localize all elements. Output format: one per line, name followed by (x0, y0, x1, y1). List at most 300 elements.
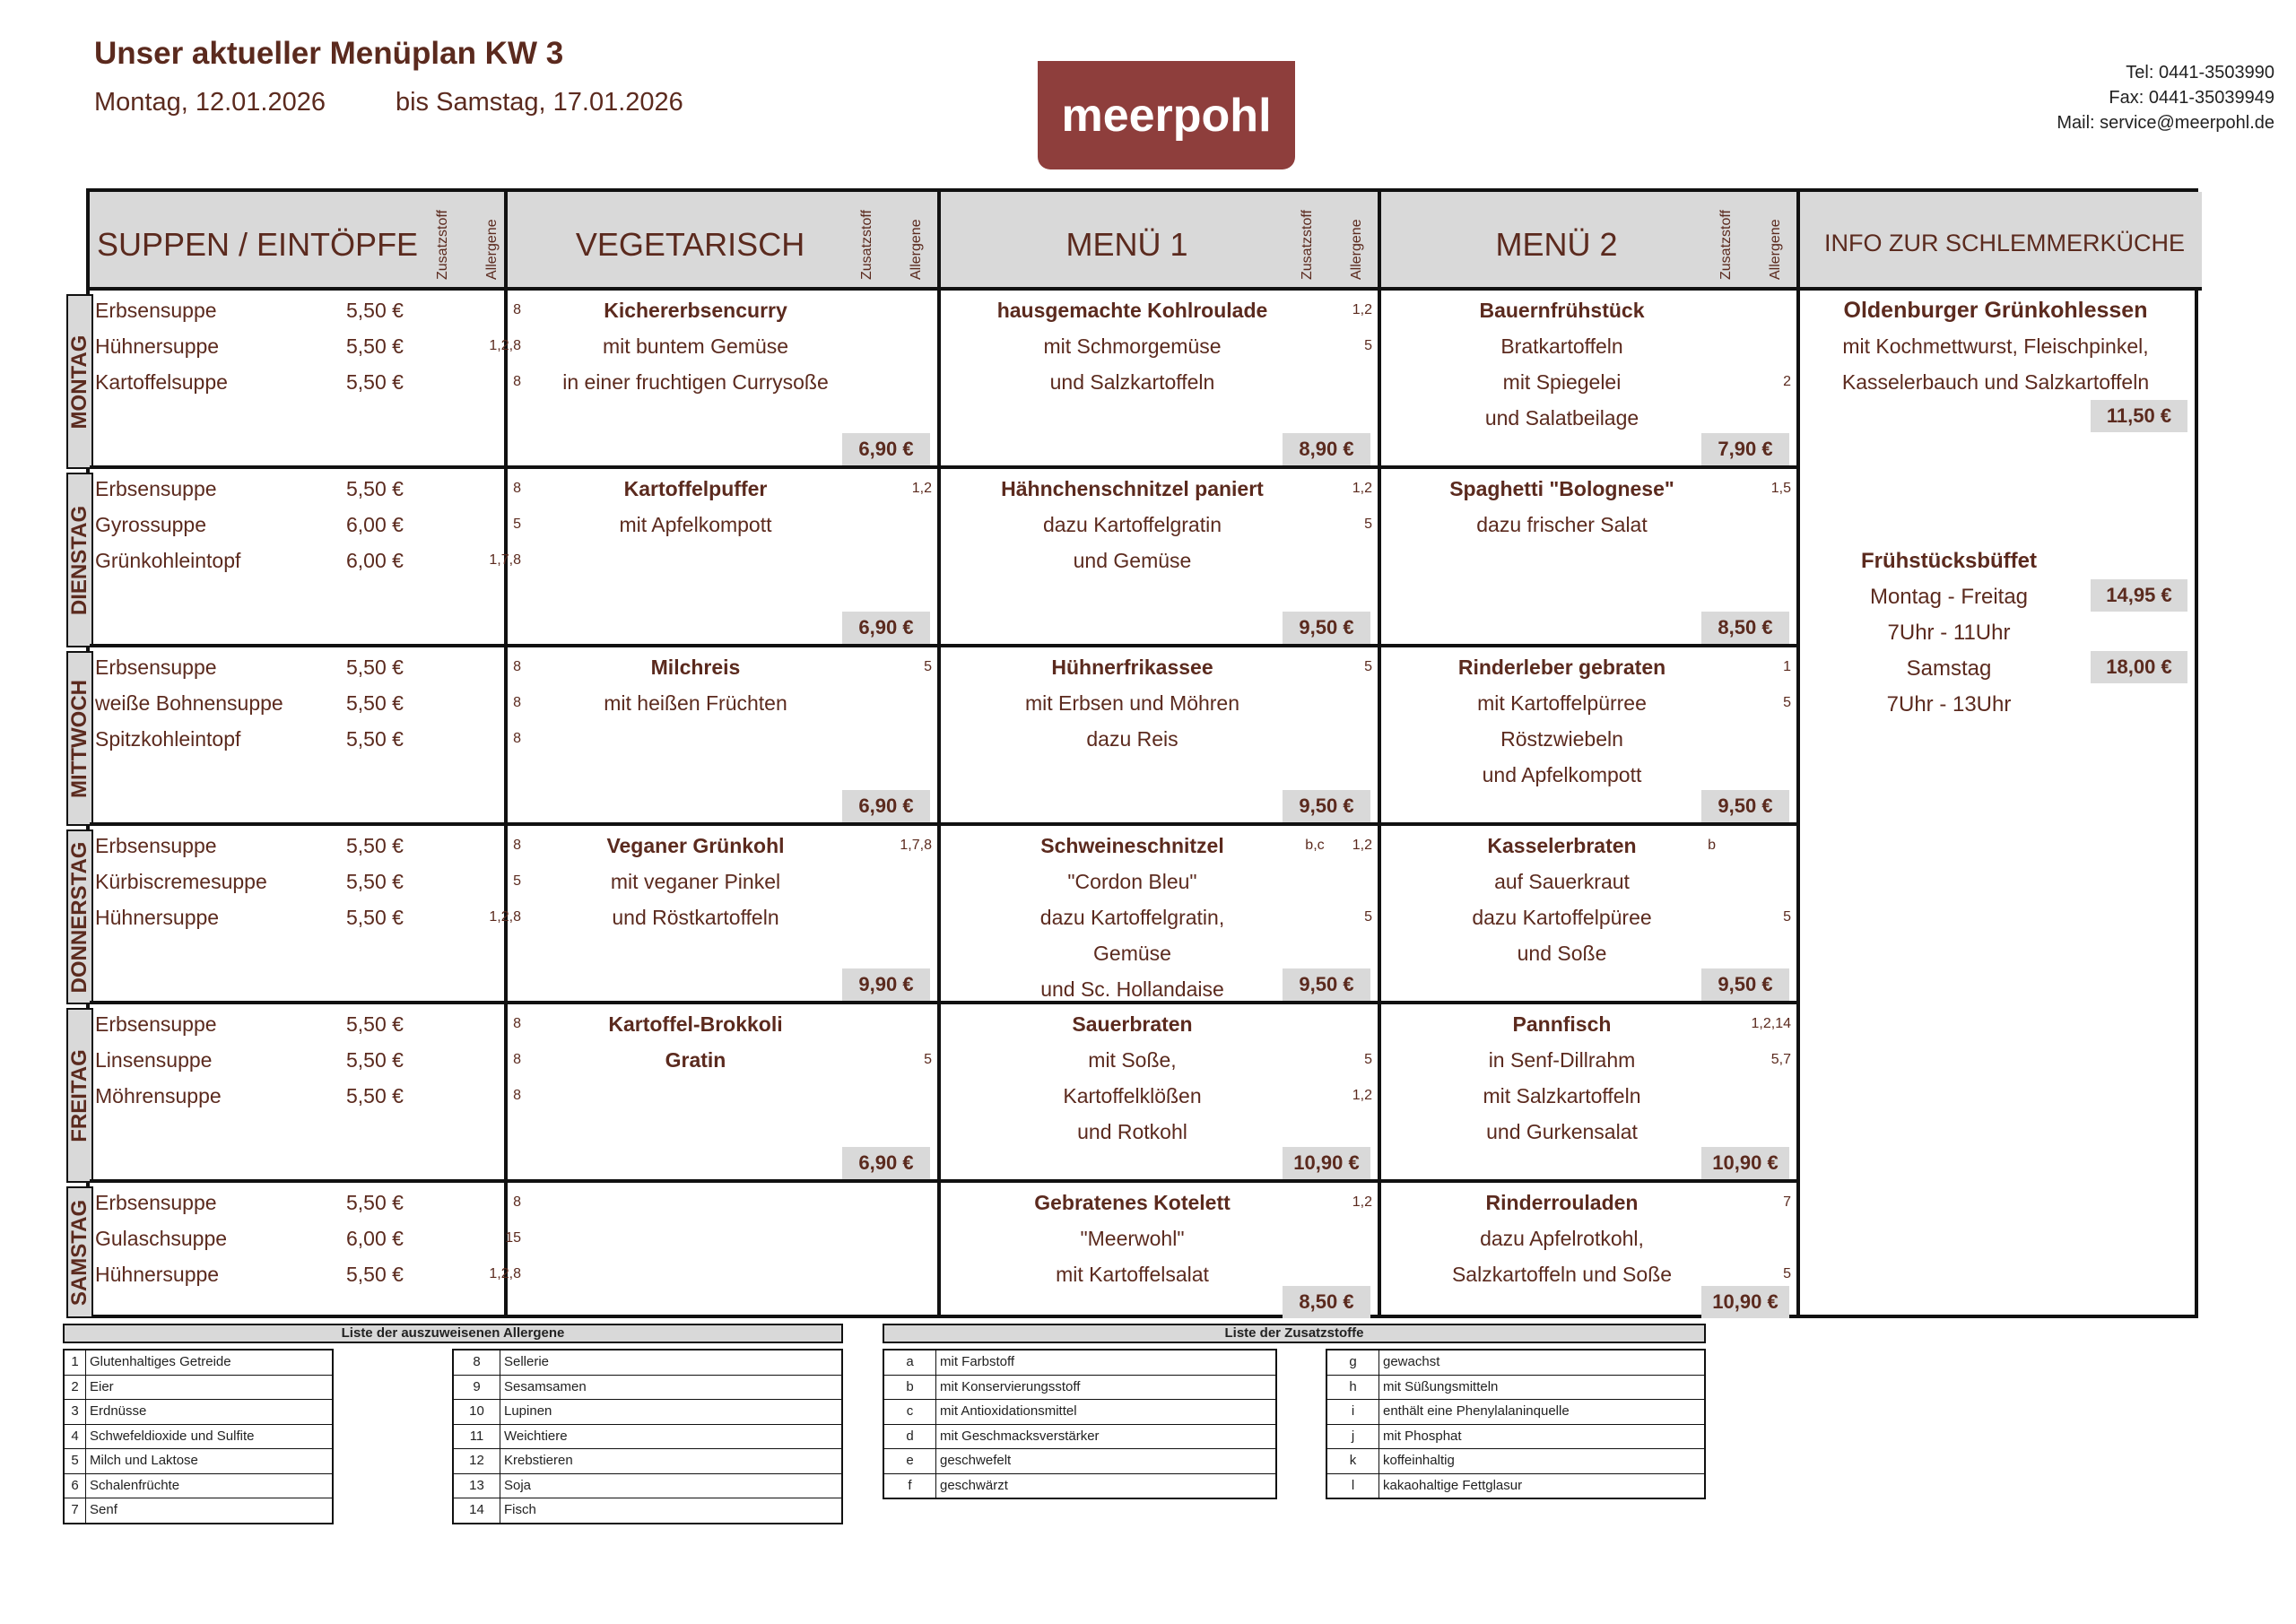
legend-row (454, 1400, 841, 1425)
legend-code: 12 (454, 1449, 500, 1473)
dish-price: 10,90 € (1701, 1147, 1789, 1179)
legend-code: d (884, 1425, 936, 1449)
dish-price: 7,90 € (1701, 433, 1789, 465)
menu2-cell (1381, 647, 1800, 822)
vegetarian-cell (508, 1004, 941, 1179)
column-title-info: INFO ZUR SCHLEMMERKÜCHE (1823, 230, 2186, 256)
soup-name: Erbsensuppe (95, 834, 217, 857)
legend-code: g (1327, 1350, 1379, 1375)
legend-text: enthält eine Phenylalaninquelle (1383, 1403, 1570, 1419)
dish-description-line: und Apfelkompott (1482, 763, 1642, 786)
legend-row (1327, 1449, 1704, 1474)
dish-allergen-note: 1,7,8 (900, 838, 932, 853)
dish-price: 6,90 € (842, 433, 930, 465)
column-title-menu1: MENÜ 1 (1065, 226, 1188, 263)
legend-row (65, 1498, 332, 1524)
legend-row (1327, 1474, 1704, 1499)
dish-description-line: mit Apfelkompott (619, 513, 772, 536)
date-range (94, 88, 683, 117)
soup-item (95, 687, 521, 719)
dish-description-line: dazu Kartoffelgratin, (1039, 906, 1225, 929)
dish-price: 9,50 € (1283, 612, 1370, 644)
soup-item (95, 865, 521, 898)
legend-code: 14 (454, 1498, 500, 1524)
dish-description-line: Röstzwiebeln (1500, 727, 1623, 751)
legend-text: Schalenfrüchte (90, 1477, 180, 1493)
dish-price: 9,90 € (842, 968, 930, 1001)
info-oldenburg-line1: mit Kochmettwurst, Fleischpinkel, (1842, 334, 2149, 358)
dish-description-line: mit Schmorgemüse (1043, 334, 1222, 358)
legend-text: geschwärzt (940, 1477, 1008, 1493)
legend-text: geschwefelt (940, 1453, 1012, 1468)
dish-title: Gebratenes Kotelett (1034, 1191, 1231, 1214)
contact-mail: Mail: service@meerpohl.de (2057, 113, 2274, 133)
dish-allergen-note: 1,2 (1352, 302, 1372, 317)
legend-code: h (1327, 1376, 1379, 1400)
dish-title: Sauerbraten (1072, 1012, 1193, 1036)
info-breakfast-saturday-time: 7Uhr - 13Uhr (1886, 692, 2012, 716)
dish-title: Bauernfrühstück (1479, 299, 1645, 322)
dish-description-line: und Rotkohl (1077, 1120, 1187, 1143)
dish-allergen-note: 1,2 (911, 481, 932, 496)
info-oldenburg-price: 11,50 € (2091, 400, 2187, 432)
legend-code: 1 (65, 1350, 86, 1375)
info-breakfast-weekday-price: 14,95 € (2091, 579, 2187, 612)
dish-price: 10,90 € (1701, 1286, 1789, 1318)
allergene-label: Allergene (1349, 219, 1364, 280)
dish-title: Veganer Grünkohl (606, 834, 785, 857)
legend-text: Eier (90, 1378, 114, 1394)
soup-price: 6,00 € (346, 549, 404, 572)
soup-cell (90, 469, 521, 644)
date-from: Montag, 12.01.2026 (94, 88, 326, 117)
soup-name: Spitzkohleintopf (95, 727, 241, 751)
dish-allergen-note: 5 (1783, 695, 1791, 710)
soup-item (95, 1222, 521, 1255)
menu2-cell (1381, 1004, 1800, 1179)
soup-price: 5,50 € (346, 477, 404, 500)
menu2-cell (1381, 291, 1800, 465)
day-row (90, 291, 1800, 469)
legend-row (454, 1376, 841, 1401)
legend-code: 6 (65, 1474, 86, 1498)
soup-allergens: 8 (513, 1194, 521, 1210)
soup-item (95, 1258, 521, 1290)
dish-allergen-note: 5 (1783, 909, 1791, 925)
dish-price: 8,50 € (1701, 612, 1789, 644)
soup-allergens: 1,2,8 (489, 909, 521, 925)
dish-title: Hähnchenschnitzel paniert (1001, 477, 1264, 500)
zusatzstoff-label: Zusatzstoff (1300, 210, 1315, 280)
column-header-menu1 (941, 192, 1381, 291)
soup-allergens: 8 (513, 838, 521, 853)
legend-code: 11 (454, 1425, 500, 1449)
soup-allergens: 8 (513, 1052, 521, 1067)
dish-allergen-note: b,c 1,2 (1305, 838, 1372, 853)
dish-description-line: dazu Apfelrotkohl, (1480, 1227, 1644, 1250)
dish-allergen-note: 1,2,14 (1751, 1016, 1791, 1031)
dish-description-line: und Gurkensalat (1486, 1120, 1638, 1143)
menu1-cell (941, 291, 1381, 465)
soup-item (95, 294, 521, 326)
dish-title: Spaghetti "Bolognese" (1449, 477, 1674, 500)
info-breakfast-title: Frühstücksbüffet (1860, 549, 2037, 573)
soup-item (95, 1044, 521, 1076)
dish-allergen-note: 2 (1783, 374, 1791, 389)
legend-row (884, 1376, 1275, 1401)
legend-text: Sellerie (504, 1354, 550, 1369)
legend-code: f (884, 1474, 936, 1499)
info-oldenburg-title: Oldenburger Grünkohlessen (1843, 298, 2148, 323)
soup-price: 5,50 € (346, 1263, 404, 1286)
legend-row (454, 1474, 841, 1499)
soup-price: 5,50 € (346, 299, 404, 322)
soup-price: 5,50 € (346, 1012, 404, 1036)
dish-price: 8,90 € (1283, 433, 1370, 465)
legend-text: Soja (504, 1477, 532, 1493)
legend-text: Senf (90, 1502, 117, 1517)
soup-item (95, 366, 521, 398)
legend-text: Krebstieren (504, 1453, 573, 1468)
additive-list-left (883, 1349, 1277, 1499)
allergen-list-right (452, 1349, 843, 1524)
dish-allergen-note: 7 (1783, 1194, 1791, 1210)
allergene-label: Allergene (909, 219, 924, 280)
dish-description-line: und Sc. Hollandaise (1040, 977, 1224, 1001)
legend-text: Lupinen (504, 1403, 552, 1419)
soup-name: Grünkohleintopf (95, 549, 241, 572)
legend-code: 5 (65, 1449, 86, 1473)
zusatzstoff-label: Zusatzstoff (435, 210, 450, 280)
menu1-cell (941, 1183, 1381, 1318)
day-name: DONNERSTAG (67, 841, 91, 993)
legend-row (65, 1400, 332, 1425)
legend-text: mit Farbstoff (940, 1354, 1015, 1369)
column-title-soup: SUPPEN / EINTÖPFE (97, 226, 419, 263)
info-oldenburg-line2: Kasselerbauch und Salzkartoffeln (1841, 370, 2150, 394)
dish-title: Milchreis (650, 656, 741, 679)
contact-tel: Tel: 0441-3503990 (2126, 63, 2274, 83)
legend-code: i (1327, 1400, 1379, 1424)
legend-code: 9 (454, 1376, 500, 1400)
soup-allergens: 8 (513, 302, 521, 317)
dish-description-line: und Soße (1517, 942, 1607, 965)
soup-price: 5,50 € (346, 1048, 404, 1072)
dish-price: 6,90 € (842, 1147, 930, 1179)
menu1-cell (941, 469, 1381, 644)
legend-row (454, 1425, 841, 1450)
legend-text: mit Konservierungsstoff (940, 1378, 1081, 1394)
dish-allergen-note: 1,2 (1352, 1088, 1372, 1103)
legend-row (65, 1425, 332, 1450)
soup-cell (90, 826, 521, 1001)
dish-allergen-note: b (1708, 838, 1716, 853)
legend-row (884, 1350, 1275, 1376)
day-row (90, 1183, 1800, 1318)
soup-cell (90, 1004, 521, 1179)
soup-item (95, 1008, 521, 1040)
column-header-soup (90, 192, 508, 291)
allergen-list-title: Liste der auszuweisenen Allergene (63, 1324, 843, 1343)
soup-cell (90, 1183, 521, 1318)
soup-item (95, 723, 521, 755)
dish-description-line: Bratkartoffeln (1500, 334, 1623, 358)
day-name: MITTWOCH (67, 679, 91, 798)
legend-row (884, 1400, 1275, 1425)
legend-row (884, 1474, 1275, 1499)
dish-price: 9,50 € (1701, 790, 1789, 822)
soup-allergens: 1,7,8 (489, 552, 521, 568)
menu1-cell (941, 647, 1381, 822)
dish-description-line: mit Salzkartoffeln (1483, 1084, 1641, 1107)
legend-row (1327, 1376, 1704, 1401)
zusatzstoff-label: Zusatzstoff (859, 210, 874, 280)
dish-allergen-note: 1 (1783, 659, 1791, 674)
dish-title: Hühnerfrikassee (1051, 656, 1213, 679)
soup-name: Möhrensuppe (95, 1084, 222, 1107)
soup-allergens: 8 (513, 1088, 521, 1103)
soup-cell (90, 291, 521, 465)
dish-allergen-note: 5 (1364, 1052, 1372, 1067)
column-header-veg (508, 192, 941, 291)
column-title-menu2: MENÜ 2 (1495, 226, 1618, 263)
menu2-cell (1381, 469, 1800, 644)
legend-row (454, 1350, 841, 1376)
dish-allergen-note: 5 (924, 1052, 932, 1067)
soup-item (95, 508, 521, 541)
legend-code: l (1327, 1474, 1379, 1499)
soup-price: 5,50 € (346, 370, 404, 394)
legend-text: mit Geschmacksverstärker (940, 1428, 1100, 1444)
soup-price: 5,50 € (346, 1084, 404, 1107)
soup-allergens: 8 (513, 374, 521, 389)
legend-row (1327, 1425, 1704, 1450)
soup-name: Hühnersuppe (95, 1263, 220, 1286)
legend-text: kakaohaltige Fettglasur (1383, 1477, 1523, 1493)
soup-price: 5,50 € (346, 656, 404, 679)
vegetarian-cell (508, 647, 941, 822)
dish-description-line: Kartoffelklößen (1063, 1084, 1202, 1107)
dish-description-line: mit Kartoffelsalat (1056, 1263, 1209, 1286)
dish-description-line: dazu frischer Salat (1476, 513, 1648, 536)
legend-row (65, 1449, 332, 1474)
legend-text: Sesamsamen (504, 1378, 587, 1394)
date-to: bis Samstag, 17.01.2026 (395, 88, 683, 117)
soup-name: Erbsensuppe (95, 1191, 217, 1214)
dish-description-line: "Cordon Bleu" (1067, 870, 1197, 893)
soup-item (95, 1186, 521, 1219)
legend-code: 7 (65, 1498, 86, 1524)
menu2-cell (1381, 1183, 1800, 1318)
legend-code: 3 (65, 1400, 86, 1424)
legend-row (65, 1474, 332, 1499)
legend-row (884, 1449, 1275, 1474)
legend-row (884, 1425, 1275, 1450)
soup-price: 5,50 € (346, 834, 404, 857)
soup-allergens: 5 (513, 517, 521, 532)
legend-text: Schwefeldioxide und Sulfite (90, 1428, 255, 1444)
legend-text: Erdnüsse (90, 1403, 147, 1419)
soup-price: 5,50 € (346, 691, 404, 715)
dish-title: Kartoffelpuffer (623, 477, 768, 500)
dish-title: Pannfisch (1512, 1012, 1612, 1036)
soup-name: Kartoffelsuppe (95, 370, 228, 394)
dish-description-line: dazu Kartoffelpüree (1472, 906, 1652, 929)
vegetarian-cell (508, 826, 941, 1001)
dish-description-line: mit Kartoffelpürree (1477, 691, 1647, 715)
legend-text: Fisch (504, 1502, 536, 1517)
legend-code: 13 (454, 1474, 500, 1498)
day-row (90, 469, 1800, 647)
dish-title: Kartoffel-Brokkoli (608, 1012, 783, 1036)
soup-price: 5,50 € (346, 727, 404, 751)
soup-allergens: 5 (513, 873, 521, 889)
soup-price: 6,00 € (346, 513, 404, 536)
dish-allergen-note: 5 (1364, 517, 1372, 532)
dish-price: 6,90 € (842, 790, 930, 822)
dish-description-line: Gemüse (1093, 942, 1171, 965)
soup-item (95, 901, 521, 934)
dish-allergen-note: 1,2 (1352, 1194, 1372, 1210)
soup-allergens: 8 (513, 481, 521, 496)
dish-description-line: Salzkartoffeln und Soße (1451, 1263, 1673, 1286)
column-header-menu2 (1381, 192, 1800, 291)
dish-title: Schweineschnitzel (1040, 834, 1224, 857)
dish-description-line: Gratin (665, 1048, 726, 1072)
soup-name: Hühnersuppe (95, 334, 220, 358)
info-breakfast-weekdays: Montag - Freitag (1869, 585, 2029, 609)
soup-item (95, 473, 521, 505)
dish-price: 6,90 € (842, 612, 930, 644)
legend-text: mit Antioxidationsmittel (940, 1403, 1077, 1419)
soup-item (95, 1080, 521, 1112)
legend-text: gewachst (1383, 1354, 1440, 1369)
menu2-cell (1381, 826, 1800, 1001)
page-header (94, 36, 683, 117)
soup-name: Hühnersuppe (95, 906, 220, 929)
info-breakfast-saturday: Samstag (1906, 656, 1992, 681)
dish-description-line: mit Erbsen und Möhren (1024, 691, 1240, 715)
dish-price: 10,90 € (1283, 1147, 1370, 1179)
soup-price: 5,50 € (346, 334, 404, 358)
dish-allergen-note: 5 (1364, 659, 1372, 674)
day-name: SAMSTAG (67, 1199, 91, 1306)
dish-title: Rinderleber gebraten (1457, 656, 1666, 679)
legend-code: b (884, 1376, 936, 1400)
page-title: Unser aktueller Menüplan KW 3 (94, 36, 564, 71)
dish-price: 9,50 € (1283, 968, 1370, 1001)
allergene-label: Allergene (1768, 219, 1783, 280)
dish-title: Kichererbsencurry (604, 299, 787, 322)
legend-code: 2 (65, 1376, 86, 1400)
dish-title: hausgemachte Kohlroulade (996, 299, 1268, 322)
soup-name: Gulaschsuppe (95, 1227, 228, 1250)
legend-text: Weichtiere (504, 1428, 568, 1444)
legend-row (454, 1449, 841, 1474)
dish-price: 9,50 € (1283, 790, 1370, 822)
dish-allergen-note: 1,5 (1770, 481, 1791, 496)
menu1-cell (941, 1004, 1381, 1179)
soup-allergens: 1,2,8 (489, 338, 521, 353)
column-title-veg: VEGETARISCH (575, 226, 805, 263)
day-name: DIENSTAG (67, 505, 91, 615)
legend-text: mit Süßungsmitteln (1383, 1378, 1499, 1394)
menu-table (67, 188, 2198, 1318)
soup-price: 5,50 € (346, 1191, 404, 1214)
dish-allergen-note: 5 (1364, 338, 1372, 353)
legend-text: koffeinhaltig (1383, 1453, 1455, 1468)
dish-allergen-note: 1,2 (1352, 481, 1372, 496)
soup-price: 5,50 € (346, 906, 404, 929)
soup-name: Gyrossuppe (95, 513, 207, 536)
soup-item (95, 330, 521, 362)
vegetarian-cell (508, 469, 941, 644)
vegetarian-cell (508, 1183, 941, 1318)
additive-list-right (1326, 1349, 1706, 1499)
dish-description-line: in Senf-Dillrahm (1488, 1048, 1636, 1072)
dish-description-line: "Meerwohl" (1080, 1227, 1185, 1250)
legend-row (454, 1498, 841, 1524)
soup-price: 5,50 € (346, 870, 404, 893)
soup-allergens: 8 (513, 659, 521, 674)
legend-code: a (884, 1350, 936, 1375)
info-panel (1796, 291, 2195, 1315)
soup-name: Linsensuppe (95, 1048, 213, 1072)
dish-allergen-note: 5 (924, 659, 932, 674)
allergene-label: Allergene (484, 219, 500, 280)
legend-text: Milch und Laktose (90, 1453, 198, 1468)
legend-code: j (1327, 1425, 1379, 1449)
vegetarian-cell (508, 291, 941, 465)
soup-cell (90, 647, 521, 822)
dish-description-line: in einer fruchtigen Currysoße (562, 370, 829, 394)
dish-title: Rinderrouladen (1485, 1191, 1639, 1214)
legend-code: c (884, 1400, 936, 1424)
legend-text: Glutenhaltiges Getreide (90, 1354, 231, 1369)
soup-name: Erbsensuppe (95, 656, 217, 679)
menu1-cell (941, 826, 1381, 1001)
dish-description-line: auf Sauerkraut (1494, 870, 1630, 893)
dish-description-line: mit veganer Pinkel (610, 870, 781, 893)
soup-allergens: 15 (505, 1230, 521, 1246)
soup-name: Erbsensuppe (95, 1012, 217, 1036)
legend-row (65, 1376, 332, 1401)
dish-description-line: mit Soße, (1088, 1048, 1177, 1072)
soup-name: Kürbiscremesuppe (95, 870, 267, 893)
contact-info (2057, 60, 2274, 135)
info-breakfast-saturday-price: 18,00 € (2091, 651, 2187, 683)
soup-allergens: 8 (513, 731, 521, 746)
soup-item (95, 829, 521, 862)
soup-item (95, 651, 521, 683)
dish-allergen-note: 5 (1364, 909, 1372, 925)
dish-title: Kasselerbraten (1487, 834, 1637, 857)
dish-description-line: und Röstkartoffeln (612, 906, 779, 929)
soup-allergens: 8 (513, 695, 521, 710)
dish-price: 9,50 € (1701, 968, 1789, 1001)
legend-code: 4 (65, 1425, 86, 1449)
dish-description-line: dazu Kartoffelgratin (1042, 513, 1222, 536)
zusatzstoff-label: Zusatzstoff (1718, 210, 1734, 280)
legend-row (65, 1350, 332, 1376)
soup-allergens: 1,2,8 (489, 1266, 521, 1281)
dish-description-line: mit Spiegelei (1502, 370, 1622, 394)
dish-description-line: und Gemüse (1073, 549, 1192, 572)
contact-fax: Fax: 0441-35039949 (2109, 88, 2274, 108)
allergen-list-left (63, 1349, 334, 1524)
dish-description-line: und Salatbeilage (1484, 406, 1639, 430)
soup-name: weiße Bohnensuppe (95, 691, 283, 715)
